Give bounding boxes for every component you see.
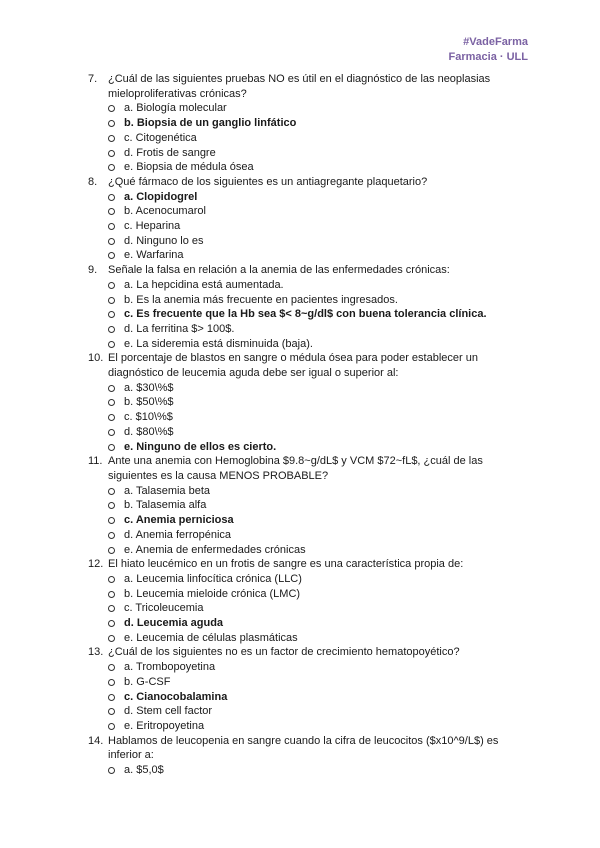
answer-option xyxy=(88,395,528,410)
circle-bullet-icon xyxy=(108,311,115,318)
circle-bullet-icon xyxy=(108,723,115,730)
option-text: e. Ninguno de ellos es cierto. xyxy=(124,440,277,453)
question-number: 8. xyxy=(88,175,98,188)
question-number: 10. xyxy=(88,352,104,365)
option-text: b. Biopsia de un ganglio linfático xyxy=(124,117,297,130)
question-text: Ante una anemia con Hemoglobina $9.8~g/dL$ y VCM $72~fL$, ¿cuál de las siguientes es la causa MENOS PROBABLE? xyxy=(108,455,483,482)
question-item xyxy=(88,175,528,263)
circle-bullet-icon xyxy=(108,679,115,686)
circle-bullet-icon xyxy=(108,517,115,524)
option-text: e. Warfarina xyxy=(124,249,184,262)
answer-option xyxy=(88,278,528,293)
circle-bullet-icon xyxy=(108,105,115,112)
answer-option xyxy=(88,660,528,675)
option-text: d. Anemia ferropénica xyxy=(124,528,232,541)
circle-bullet-icon xyxy=(108,414,115,421)
option-list xyxy=(88,660,528,734)
option-text: e. Eritropoyetina xyxy=(124,719,205,732)
circle-bullet-icon xyxy=(108,120,115,127)
option-text: a. Biología molecular xyxy=(124,102,227,115)
question-text: Señale la falsa en relación a la anemia de las enfermedades crónicas: xyxy=(108,264,450,277)
option-text: a. La hepcidina está aumentada. xyxy=(124,278,284,291)
answer-option-correct xyxy=(88,116,528,131)
question-number: 13. xyxy=(88,646,104,659)
option-text: e. Biopsia de médula ósea xyxy=(124,161,254,174)
answer-option xyxy=(88,381,528,396)
answer-option xyxy=(88,763,528,778)
brand-header xyxy=(449,35,528,65)
option-list xyxy=(88,763,528,778)
option-text: e. Leucemia de células plasmáticas xyxy=(124,631,298,644)
question-item xyxy=(88,351,528,454)
answer-option xyxy=(88,601,528,616)
circle-bullet-icon xyxy=(108,488,115,495)
circle-bullet-icon xyxy=(108,635,115,642)
circle-bullet-icon xyxy=(108,620,115,627)
circle-bullet-icon xyxy=(108,150,115,157)
option-text: d. La ferritina $> 100$. xyxy=(124,322,235,335)
circle-bullet-icon xyxy=(108,208,115,215)
option-list xyxy=(88,101,528,175)
option-text: d. Leucemia aguda xyxy=(124,617,224,630)
answer-option xyxy=(88,631,528,646)
answer-option xyxy=(88,410,528,425)
option-text: d. Stem cell factor xyxy=(124,705,213,718)
question-item xyxy=(88,72,528,175)
question-text: El hiato leucémico en un frotis de sangre es una característica propia de: xyxy=(108,558,464,571)
question-text: ¿Cuál de los siguientes no es un factor de crecimiento hematopoyético? xyxy=(108,646,460,659)
answer-option xyxy=(88,498,528,513)
brand-subtitle: Farmacia · ULL xyxy=(448,51,528,63)
circle-bullet-icon xyxy=(108,385,115,392)
question-number: 11. xyxy=(88,455,103,468)
option-list xyxy=(88,572,528,646)
question-list xyxy=(88,72,528,778)
circle-bullet-icon xyxy=(108,664,115,671)
answer-option xyxy=(88,425,528,440)
answer-option-correct xyxy=(88,513,528,528)
option-text: c. Anemia perniciosa xyxy=(124,514,234,527)
question-number: 14. xyxy=(88,734,104,747)
question-number: 9. xyxy=(88,264,98,277)
circle-bullet-icon xyxy=(108,135,115,142)
answer-option xyxy=(88,337,528,352)
option-text: e. Anemia de enfermedades crónicas xyxy=(124,543,306,556)
answer-option xyxy=(88,675,528,690)
circle-bullet-icon xyxy=(108,767,115,774)
circle-bullet-icon xyxy=(108,399,115,406)
answer-option xyxy=(88,719,528,734)
answer-option xyxy=(88,484,528,499)
question-item xyxy=(88,454,528,557)
question-item xyxy=(88,734,528,778)
circle-bullet-icon xyxy=(108,708,115,715)
option-text: d. Ninguno lo es xyxy=(124,234,204,247)
answer-option xyxy=(88,543,528,558)
answer-option-correct xyxy=(88,307,528,322)
answer-option xyxy=(88,248,528,263)
answer-option xyxy=(88,160,528,175)
option-text: c. Cianocobalamina xyxy=(124,690,228,703)
option-text: d. Frotis de sangre xyxy=(124,146,216,159)
circle-bullet-icon xyxy=(108,444,115,451)
answer-option xyxy=(88,219,528,234)
answer-option-correct xyxy=(88,190,528,205)
answer-option xyxy=(88,587,528,602)
question-text: Hablamos de leucopenia en sangre cuando la cifra de leucocitos ($x10^9/L$) es inferior a: xyxy=(108,734,499,762)
circle-bullet-icon xyxy=(108,297,115,304)
circle-bullet-icon xyxy=(108,252,115,259)
question-number: 12. xyxy=(88,558,104,571)
option-text: a. Leucemia linfocítica crónica (LLC) xyxy=(124,572,302,585)
option-text: e. La sideremia está disminuida (baja). xyxy=(124,337,313,350)
circle-bullet-icon xyxy=(108,532,115,539)
option-text: b. $50\%$ xyxy=(124,396,174,409)
answer-option xyxy=(88,322,528,337)
answer-option xyxy=(88,293,528,308)
option-text: c. Heparina xyxy=(124,220,181,233)
option-text: b. Es la anemia más frecuente en pacientes ingresados. xyxy=(124,293,398,306)
circle-bullet-icon xyxy=(108,605,115,612)
option-list xyxy=(88,190,528,264)
question-item xyxy=(88,645,528,733)
circle-bullet-icon xyxy=(108,576,115,583)
circle-bullet-icon xyxy=(108,238,115,245)
question-item xyxy=(88,263,528,351)
option-text: c. Tricoleucemia xyxy=(124,602,204,615)
option-text: c. Citogenética xyxy=(124,131,197,144)
circle-bullet-icon xyxy=(108,694,115,701)
question-text: ¿Cuál de las siguientes pruebas NO es útil en el diagnóstico de las neoplasias mieloproliferativas crónicas? xyxy=(108,73,491,100)
answer-option xyxy=(88,704,528,719)
circle-bullet-icon xyxy=(108,223,115,230)
option-text: a. $30\%$ xyxy=(124,381,174,394)
option-text: b. Leucemia mieloide crónica (LMC) xyxy=(124,587,301,600)
answer-option xyxy=(88,572,528,587)
circle-bullet-icon xyxy=(108,502,115,509)
option-list xyxy=(88,381,528,455)
answer-option-correct xyxy=(88,440,528,455)
circle-bullet-icon xyxy=(108,282,115,289)
answer-option xyxy=(88,146,528,161)
circle-bullet-icon xyxy=(108,326,115,333)
option-text: d. $80\%$ xyxy=(124,425,174,438)
question-number: 7. xyxy=(88,73,98,85)
option-text: b. G-CSF xyxy=(124,675,171,688)
question-text: ¿Qué fármaco de los siguientes es un antiagregante plaquetario? xyxy=(108,175,428,188)
circle-bullet-icon xyxy=(108,547,115,554)
circle-bullet-icon xyxy=(108,194,115,201)
circle-bullet-icon xyxy=(108,429,115,436)
option-text: c. $10\%$ xyxy=(124,411,173,424)
answer-option xyxy=(88,204,528,219)
option-text: a. Talasemia beta xyxy=(124,484,211,497)
option-list xyxy=(88,278,528,352)
answer-option-correct xyxy=(88,690,528,705)
answer-option-correct xyxy=(88,616,528,631)
option-text: b. Acenocumarol xyxy=(124,205,206,218)
option-text: c. Es frecuente que la Hb sea $< 8~g/dl$ con buena tolerancia clínica. xyxy=(124,308,487,321)
question-text: El porcentaje de blastos en sangre o médula ósea para poder establecer un diagnóstico de leucemia aguda debe ser igual o superior al: xyxy=(108,352,478,380)
option-text: b. Talasemia alfa xyxy=(124,499,207,512)
question-item xyxy=(88,557,528,645)
brand-hashtag: #VadeFarma xyxy=(463,36,528,48)
answer-option xyxy=(88,131,528,146)
option-text: a. $5,0$ xyxy=(124,764,164,777)
answer-option xyxy=(88,528,528,543)
answer-option xyxy=(88,234,528,249)
circle-bullet-icon xyxy=(108,341,115,348)
circle-bullet-icon xyxy=(108,591,115,598)
option-text: a. Clopidogrel xyxy=(124,190,198,203)
option-text: a. Trombopoyetina xyxy=(124,661,216,674)
circle-bullet-icon xyxy=(108,164,115,171)
option-list xyxy=(88,484,528,558)
answer-option xyxy=(88,101,528,116)
